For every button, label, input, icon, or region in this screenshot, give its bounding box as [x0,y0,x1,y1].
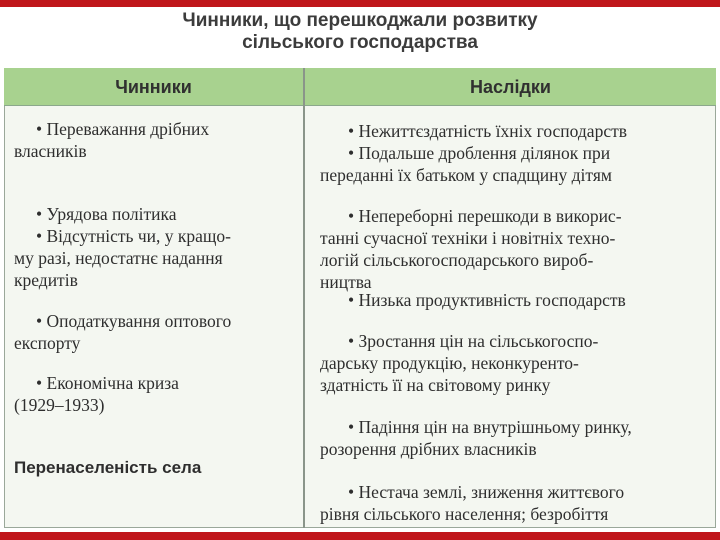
factor-line: (1929–1933) [14,395,105,415]
factor-item [14,203,296,225]
factor-item [14,225,296,291]
factor-item [14,310,296,354]
page-title [100,10,620,54]
consequence-item [320,142,710,186]
consequence-item [320,289,710,311]
consequence-line: рівня сільського населення; безробіття [320,504,609,524]
consequence-line: • Падіння цін на внутрішньому ринку, [348,417,632,437]
title-line-2: сільського господарства [242,32,478,53]
consequence-line: • Нестача землі, зниження життєвого [348,482,625,502]
factor-line: му разі, недостатнє надання [14,248,223,268]
consequence-item [320,416,710,460]
header-factors: Чинники [115,77,192,97]
consequence-item [320,120,710,142]
top-accent-bar [0,0,720,7]
header-consequences: Наслідки [470,77,551,97]
consequence-item [320,205,710,293]
factor-line: кредитів [14,270,78,290]
consequence-item [320,330,710,396]
column-divider [303,68,305,528]
consequence-line: ництва [320,272,372,292]
factor-line: експорту [14,333,81,353]
consequence-line: • Непереборні перешкоди в викорис- [348,206,622,226]
consequence-line: здатність її на світовому ринку [320,375,551,395]
factor-line: • Оподаткування оптового [36,311,232,331]
factor-line: • Переважання дрібних [36,119,210,139]
title-line-1: Чинники, що перешкоджали розвитку [182,10,538,31]
factor-line: власників [14,141,87,161]
consequence-line: • Подальше дроблення ділянок при [348,143,611,163]
consequence-line: переданні їх батьком у спадщину дітям [320,165,612,185]
consequence-line: • Зростання цін на сільськогоспо- [348,331,599,351]
bottom-accent-bar [0,532,720,540]
factor-item [14,118,296,162]
consequence-line: розорення дрібних власників [320,439,537,459]
factor-line: Перенаселеність села [14,458,202,477]
factor-line: • Урядова політика [36,204,177,224]
consequence-item [320,481,710,525]
consequence-line: • Нежиттєздатність їхніх господарств [348,121,628,141]
consequence-line: • Низька продуктивність господарств [348,290,626,310]
consequence-line: логій сільськогосподарського вироб- [320,250,594,270]
factor-item-heading [14,457,296,479]
factor-line: • Економічна криза [36,373,179,393]
consequence-line: дарську продукцію, неконкуренто- [320,353,579,373]
factor-item [14,372,296,416]
consequence-line: танні сучасної техніки і новітніх техно- [320,228,616,248]
factor-line: • Відсутність чи, у кращо- [36,226,231,246]
